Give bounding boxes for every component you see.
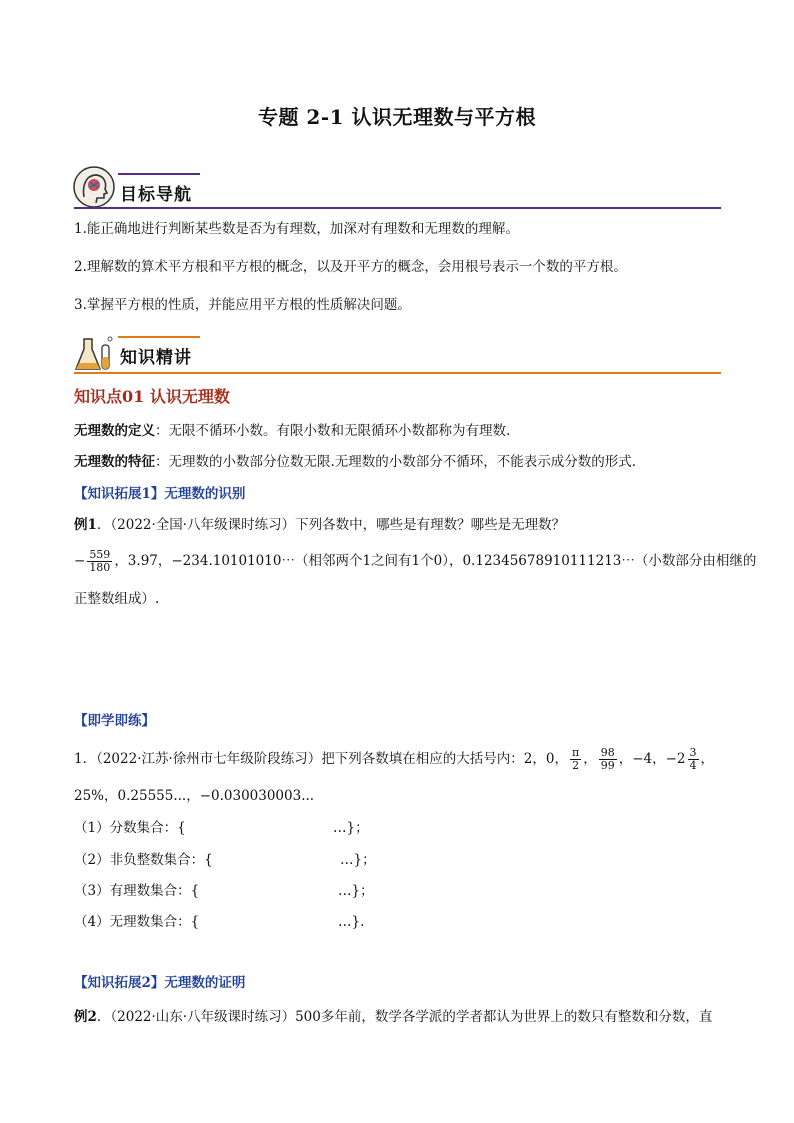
section-divider <box>74 207 721 209</box>
set-end-1: …}； <box>333 820 369 836</box>
fraction-denominator: 180 <box>89 561 111 574</box>
definition-label: 无理数的定义 <box>74 423 155 439</box>
fraction-denominator: 99 <box>600 759 615 772</box>
feature-line <box>74 452 636 472</box>
section-divider <box>74 372 721 374</box>
heading-accent-line <box>118 336 200 338</box>
minus-sign: − <box>74 553 86 569</box>
set-end-2: …}； <box>340 852 376 868</box>
set-label: （4）无理数集合：{ <box>74 914 200 930</box>
set-end-4: …}. <box>338 914 365 930</box>
heading-accent-line <box>118 173 200 175</box>
knowledge-point-title: 知识点01 认识无理数 <box>74 387 230 406</box>
brain-head-icon <box>72 165 116 209</box>
fraction-denominator: 4 <box>689 759 697 772</box>
set-end-3: …}； <box>338 883 374 899</box>
set-line-4 <box>74 912 199 932</box>
separator: ， <box>583 751 597 767</box>
separator: ， <box>700 751 715 767</box>
goal-item-2: 2.理解数的算术平方根和平方根的概念，以及开平方的概念，会用根号表示一个数的平方根。 <box>74 259 627 275</box>
feature-label: 无理数的特征 <box>74 454 155 470</box>
set-line-2 <box>74 850 213 870</box>
example-1-continuation: 正整数组成）. <box>74 591 160 607</box>
flask-icon <box>70 333 116 373</box>
example-1-question <box>74 515 565 535</box>
page-title: 专题 2-1 认识无理数与平方根 <box>257 105 537 129</box>
question-mid: ，−4，−2 <box>618 751 686 767</box>
fraction-denominator: 2 <box>572 759 580 772</box>
example-text: ．（2022·山东·八年级课时练习）500多年前，数学各学派的学者都认为世界上的数只有整数和分数，直 <box>96 1009 713 1025</box>
fraction-numerator: π <box>571 746 580 759</box>
fraction-numerator: 3 <box>689 746 697 759</box>
question-text: 1．（2022·江苏·徐州市七年级阶段练习）把下列各数填在相应的大括号内：2，0， <box>74 751 568 767</box>
definition-text: ：无限不循环小数。有限小数和无限循环小数都称为有理数. <box>155 423 511 439</box>
section-heading-knowledge: 知识精讲 <box>120 348 192 368</box>
practice-heading: 【即学即练】 <box>74 713 155 729</box>
extension-heading-1: 【知识拓展1】无理数的识别 <box>74 486 246 502</box>
question-1 <box>74 747 714 772</box>
example-label: 例2 <box>74 1009 97 1025</box>
example-2-question <box>74 1007 712 1027</box>
goal-item-3: 3.掌握平方根的性质，并能应用平方根的性质解决问题。 <box>74 297 411 313</box>
section-heading-goals: 目标导航 <box>120 185 192 205</box>
example-1-numbers <box>74 549 756 574</box>
extension-heading-2: 【知识拓展2】无理数的证明 <box>74 975 246 991</box>
goal-item-1: 1.能正确地进行判断某些数是否为有理数，加深对有理数和无理数的理解。 <box>74 221 519 237</box>
fraction <box>87 549 112 574</box>
set-label: （3）有理数集合：{ <box>74 883 200 899</box>
fraction <box>599 747 617 772</box>
number-list: ，3.97，−234.10101010⋯（相邻两个1之间有1个0），0.12345678910111213⋯（小数部分由相继的 <box>114 553 757 569</box>
feature-text: ：无理数的小数部分位数无限.无理数的小数部分不循环，不能表示成分数的形式. <box>155 454 637 470</box>
example-label: 例1 <box>74 517 97 533</box>
set-line-3 <box>74 881 199 901</box>
example-text: ．（2022·全国·八年级课时练习）下列各数中，哪些是有理数？哪些是无理数？ <box>96 517 566 533</box>
fraction <box>688 747 699 772</box>
fraction-numerator: 559 <box>89 548 111 561</box>
fraction <box>570 747 581 772</box>
fraction-numerator: 98 <box>600 746 615 759</box>
set-label: （2）非负整数集合：{ <box>74 852 213 868</box>
set-line-1 <box>74 818 186 838</box>
question-1-numbers: 25%，0.25555...，−0.030030003... <box>74 788 315 804</box>
set-label: （1）分数集合：{ <box>74 820 186 836</box>
definition-line <box>74 421 510 441</box>
